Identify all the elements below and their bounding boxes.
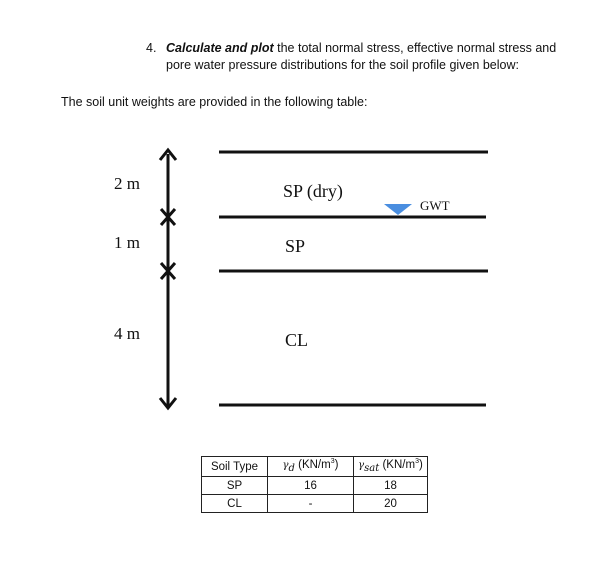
gamma-d-cube: 3 xyxy=(330,458,335,466)
unit-weight-table xyxy=(201,456,428,513)
row2-gamma-d: - xyxy=(268,495,354,513)
header-gamma-sat xyxy=(354,457,428,477)
table-row xyxy=(202,477,428,495)
row2-soil: CL xyxy=(202,495,268,513)
row1-soil: SP xyxy=(202,477,268,495)
gamma-sat-symbol: γ xyxy=(358,460,365,472)
intro-text: The soil unit weights are provided in the following table: xyxy=(61,95,368,109)
gamma-d-unit: (KN/m xyxy=(294,459,331,472)
layer1-thickness: 2 m xyxy=(114,174,140,193)
dimension-arrows xyxy=(160,150,176,408)
water-table-icon xyxy=(384,204,412,215)
layer3-thickness: 4 m xyxy=(114,324,140,343)
question-line2: pore water pressure distributions for the soil profile given below: xyxy=(166,58,519,72)
gamma-sat-unit: (KN/m xyxy=(379,459,416,472)
layer1-soil-label: SP (dry) xyxy=(283,181,343,201)
gamma-sat-cube: 3 xyxy=(415,458,419,466)
table-row xyxy=(202,495,428,513)
layer3-soil-label: CL xyxy=(285,330,309,350)
table-header-row xyxy=(202,457,428,477)
gamma-d-sub: d xyxy=(288,463,295,475)
question-emphasis: Calculate and plot xyxy=(166,41,274,55)
gwt-label: GWT xyxy=(420,198,450,213)
header-gamma-d xyxy=(268,457,354,477)
header-soil-type: Soil Type xyxy=(202,457,268,477)
gamma-sat-sub: sat xyxy=(364,463,380,475)
gamma-sat-close: ) xyxy=(418,459,423,472)
question-line1: the total normal stress, effective normal stress and xyxy=(273,41,557,55)
layer2-soil-label: SP xyxy=(285,236,306,256)
gamma-d-close: ) xyxy=(334,459,339,472)
row1-gamma-d: 16 xyxy=(268,477,354,495)
question-number: 4. xyxy=(146,41,157,55)
gamma-d-symbol: γ xyxy=(282,460,289,472)
row1-gamma-sat: 18 xyxy=(354,477,428,495)
layer2-thickness: 1 m xyxy=(114,233,140,252)
row2-gamma-sat: 20 xyxy=(354,495,428,513)
